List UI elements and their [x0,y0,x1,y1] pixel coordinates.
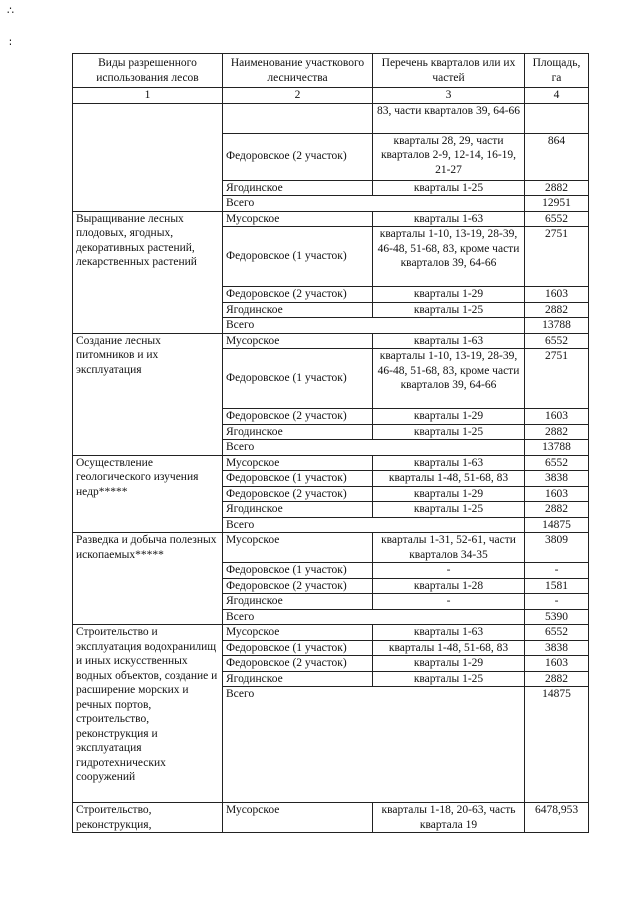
quarters-cell: кварталы 1-25 [373,424,525,440]
table-row [73,533,589,563]
forestry-cell: Ягодинское [223,671,373,687]
total-area: 5390 [525,609,589,625]
forestry-cell: Мусорское [223,625,373,641]
area-cell: 2882 [525,502,589,518]
quarters-cell: кварталы 1-63 [373,333,525,349]
table-row [73,803,589,833]
area-cell: 1603 [525,409,589,425]
quarters-cell: кварталы 1-28 [373,578,525,594]
area-cell: - [525,563,589,579]
quarters-cell: - [373,594,525,610]
forestry-cell: Федоровское (2 участок) [223,287,373,303]
quarters-cell: кварталы 1-63 [373,211,525,227]
area-cell: 6552 [525,625,589,641]
table-row [73,211,589,227]
total-label: Всего [223,609,525,625]
area-cell: 6478,953 [525,803,589,833]
quarters-cell: - [373,563,525,579]
quarters-cell: кварталы 1-25 [373,180,525,196]
forestry-cell: Федоровское (2 участок) [223,486,373,502]
margin-mark-top: ∴ [7,5,14,17]
forestry-cell: Мусорское [223,333,373,349]
column-number: 1 [73,88,223,104]
column-numbers-row [73,88,589,104]
area-cell: 3838 [525,640,589,656]
use-type-cell: Строительство и эксплуатация водохранилищ и иных искусственных водных объектов, создание и расширение морских и речных портов, строительство, реконструкция и эксплуатация гидротехнических сооружений [73,625,223,803]
forestry-cell: Федоровское (1 участок) [223,471,373,487]
area-cell: 2882 [525,671,589,687]
table-row [73,455,589,471]
forestry-cell: Федоровское (1 участок) [223,563,373,579]
quarters-cell: кварталы 1-29 [373,656,525,672]
quarters-cell: кварталы 1-48, 51-68, 83 [373,471,525,487]
quarters-cell: кварталы 1-63 [373,625,525,641]
area-cell: 3838 [525,471,589,487]
quarters-cell: кварталы 1-25 [373,302,525,318]
quarters-cell: 83, части кварталов 39, 64-66 [373,103,525,133]
total-area: 12951 [525,196,589,212]
use-type-cell: Разведка и добыча полезных ископаемых***** [73,533,223,625]
column-number: 4 [525,88,589,104]
total-label: Всего [223,687,525,803]
forestry-cell: Мусорское [223,803,373,833]
margin-mark-bottom: ∶ [9,37,12,49]
forestry-cell: Мусорское [223,211,373,227]
quarters-cell: кварталы 1-18, 20-63, часть квартала 19 [373,803,525,833]
column-number: 3 [373,88,525,104]
use-type-cell: Строительство, реконструкция, [73,803,223,833]
quarters-cell: кварталы 1-48, 51-68, 83 [373,640,525,656]
table-row [73,333,589,349]
forestry-cell: Федоровское (1 участок) [223,349,373,409]
header-area: Площадь, га [525,54,589,88]
use-type-cell [73,103,223,211]
total-label: Всего [223,517,525,533]
total-area: 13788 [525,318,589,334]
quarters-cell: кварталы 28, 29, части кварталов 2-9, 12-14, 16-19, 21-27 [373,133,525,180]
forestry-cell [223,103,373,133]
use-type-cell: Осуществление геологического изучения недр***** [73,455,223,533]
forestry-cell: Федоровское (2 участок) [223,409,373,425]
area-cell: 1581 [525,578,589,594]
area-cell [525,103,589,133]
area-cell: 864 [525,133,589,180]
area-cell: 2882 [525,302,589,318]
quarters-cell: кварталы 1-29 [373,486,525,502]
area-cell: 6552 [525,333,589,349]
quarters-cell: кварталы 1-31, 52-61, части кварталов 34-35 [373,533,525,563]
total-area: 13788 [525,440,589,456]
quarters-cell: кварталы 1-63 [373,455,525,471]
header-quarters: Перечень кварталов или их частей [373,54,525,88]
total-area: 14875 [525,517,589,533]
use-type-cell: Выращивание лесных плодовых, ягодных, декоративных растений, лекарственных растений [73,211,223,333]
forestry-cell: Ягодинское [223,502,373,518]
area-cell: 6552 [525,211,589,227]
area-cell: 2882 [525,424,589,440]
total-label: Всего [223,318,525,334]
quarters-cell: кварталы 1-10, 13-19, 28-39, 46-48, 51-68, 83, кроме части кварталов 39, 64-66 [373,349,525,409]
area-cell: 2751 [525,349,589,409]
forestry-cell: Федоровское (2 участок) [223,133,373,180]
area-cell: 6552 [525,455,589,471]
table-row [73,625,589,641]
header-forestry: Наименование участкового лесничества [223,54,373,88]
use-type-cell: Создание лесных питомников и их эксплуатация [73,333,223,455]
quarters-cell: кварталы 1-29 [373,409,525,425]
area-cell: 1603 [525,486,589,502]
forestry-cell: Федоровское (1 участок) [223,640,373,656]
area-cell: 1603 [525,287,589,303]
forestry-cell: Ягодинское [223,180,373,196]
quarters-cell: кварталы 1-10, 13-19, 28-39, 46-48, 51-68, 83, кроме части кварталов 39, 64-66 [373,227,525,287]
area-cell: 1603 [525,656,589,672]
header-use-type: Виды разрешенного использования лесов [73,54,223,88]
quarters-cell: кварталы 1-25 [373,502,525,518]
quarters-cell: кварталы 1-25 [373,671,525,687]
table-row [73,103,589,133]
forestry-cell: Ягодинское [223,594,373,610]
total-area: 14875 [525,687,589,803]
quarters-cell: кварталы 1-29 [373,287,525,303]
forestry-cell: Федоровское (2 участок) [223,578,373,594]
forestry-cell: Федоровское (1 участок) [223,227,373,287]
area-cell: 3809 [525,533,589,563]
area-cell: 2882 [525,180,589,196]
forestry-cell: Федоровское (2 участок) [223,656,373,672]
forestry-cell: Мусорское [223,455,373,471]
forest-use-table [72,53,589,833]
column-number: 2 [223,88,373,104]
total-label: Всего [223,440,525,456]
total-label: Всего [223,196,525,212]
forestry-cell: Мусорское [223,533,373,563]
table-header-row [73,54,589,88]
forestry-cell: Ягодинское [223,424,373,440]
forestry-cell: Ягодинское [223,302,373,318]
area-cell: 2751 [525,227,589,287]
area-cell: - [525,594,589,610]
